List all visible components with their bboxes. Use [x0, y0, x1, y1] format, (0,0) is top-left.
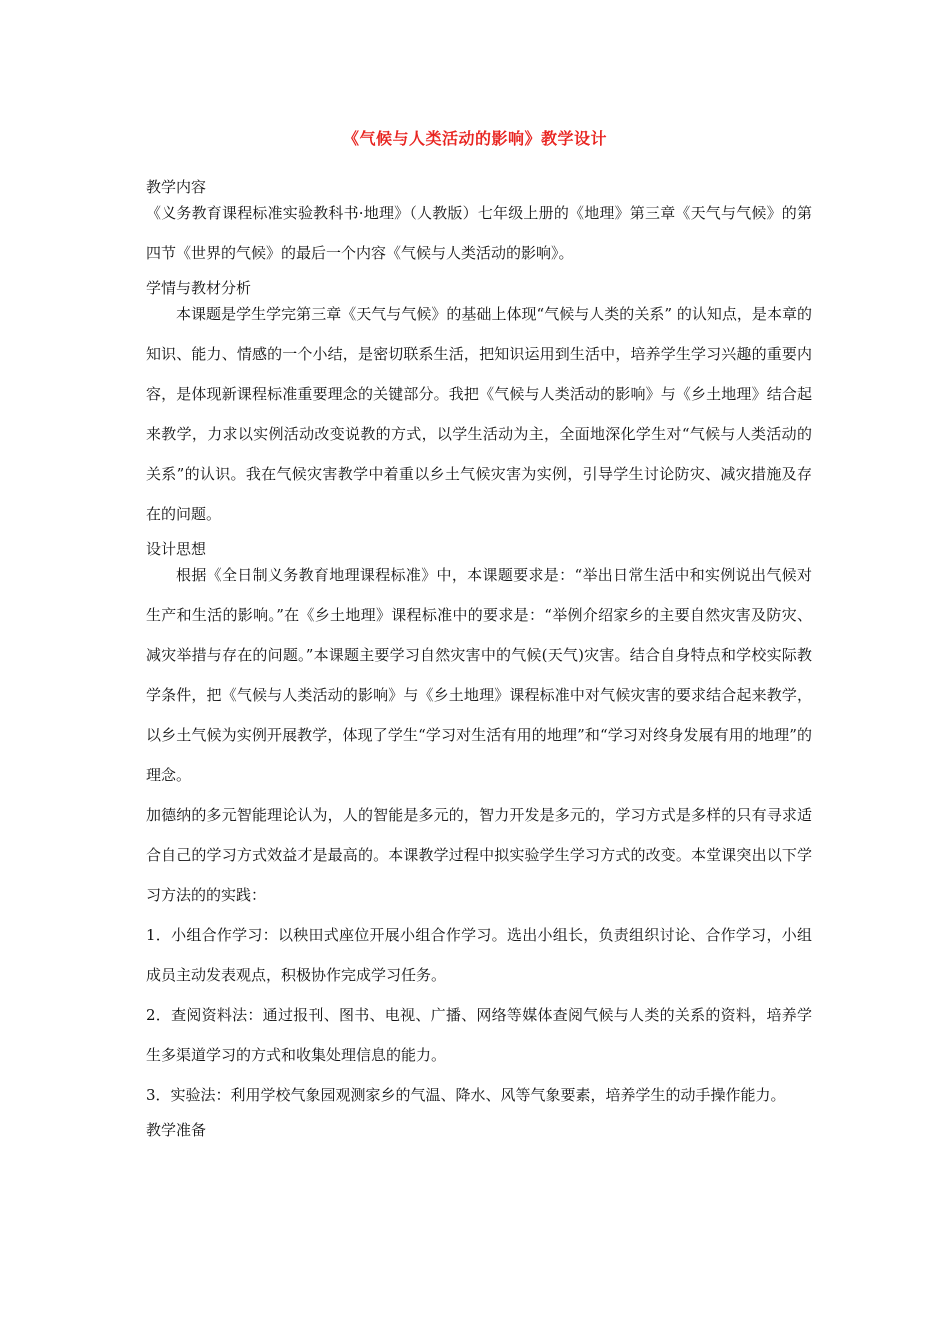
paragraph-theory: 加德纳的多元智能理论认为，人的智能是多元的，智力开发是多元的，学习方式是多样的只有寻求适合自己的学习方式效益才是最高的。本课教学过程中拟实验学生学习方式的改变。本堂课突出以下学习方法的的实践：	[146, 806, 812, 904]
method-item-group: 1．小组合作学习：以秧田式座位开展小组合作学习。选出小组长，负责组织讨论、合作学习，小组成员主动发表观点，积极协作完成学习任务。	[146, 926, 812, 984]
paragraph-design: 根据《全日制义务教育地理课程标准》中，本课题要求是：“举出日常生活中和实例说出气候对生产和生活的影响。”在《乡土地理》课程标准中的要求是：“举例介绍家乡的主要自然灾害及防灾、减灾举措与存在的问题。”本课题主要学习自然灾害中的气候(天气)灾害。结合自身特点和学校实际教学条件，把《气候与人类活动的影响》与《乡土地理》课程标准中对气候灾害的要求结合起来教学，以乡土气候为实例开展教学，体现了学生“学习对生活有用的地理”和“学习对终身发展有用的地理”的理念。	[146, 566, 812, 784]
paragraph-content: 《义务教育课程标准实验教科书·地理》（人教版）七年级上册的《地理》第三章《天气与气候》的第四节《世界的气候》的最后一个内容《气候与人类活动的影响》。	[146, 204, 812, 262]
section-heading-content: 教学内容	[146, 178, 207, 196]
paragraph-analysis: 本课题是学生学完第三章《天气与气候》的基础上体现“气候与人类的关系” 的认知点，是本章的知识、能力、情感的一个小结，是密切联系生活，把知识运用到生活中，培养学生学习兴趣的重要内容，是体现新课程标准重要理念的关键部分。我把《气候与人类活动的影响》与《乡土地理》结合起来教学，力求以实例活动改变说教的方式，以学生活动为主，全面地深化学生对“气候与人类活动的关系”的认识。我在气候灾害教学中着重以乡土气候灾害为实例，引导学生讨论防灾、减灾措施及存在的问题。	[146, 305, 812, 523]
section-heading-analysis: 学情与教材分析	[146, 279, 252, 297]
document-title: 《气候与人类活动的影响》教学设计	[342, 129, 607, 148]
method-item-research: 2．查阅资料法：通过报刊、图书、电视、广播、网络等媒体查阅气候与人类的关系的资料，培养学生多渠道学习的方式和收集处理信息的能力。	[146, 1006, 812, 1064]
method-item-experiment: 3．实验法：利用学校气象园观测家乡的气温、降水、风等气象要素，培养学生的动手操作能力。	[146, 1086, 786, 1104]
section-heading-design: 设计思想	[146, 540, 207, 558]
section-heading-preparation: 教学准备	[146, 1121, 207, 1139]
document-body	[146, 172, 812, 1145]
